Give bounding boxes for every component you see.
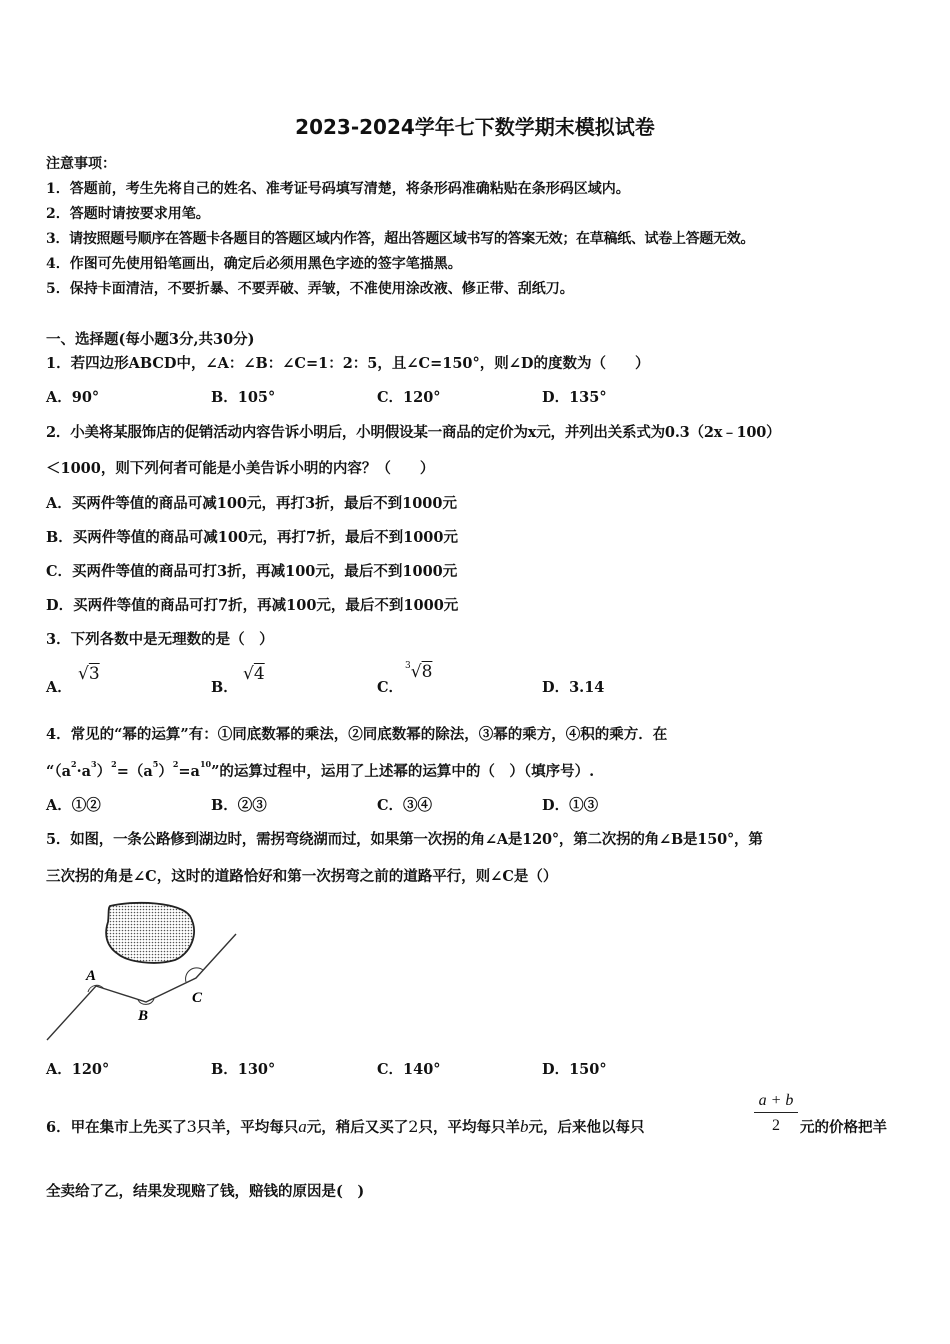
q4-stem-line1: 4．常见的“幂的运算”有：①同底数幂的乘法，②同底数幂的除法，③幂的乘方，④积的乘方．在 <box>46 726 668 743</box>
q3-option-b-label: B． <box>211 679 238 696</box>
exponent: 10 <box>199 759 212 769</box>
q5-option-a: A．120° <box>46 1061 110 1078</box>
q5-option-c: C．140° <box>377 1061 441 1078</box>
sqrt-symbol: √ <box>78 664 89 684</box>
q6-text: 元，后来他以每只 <box>528 1119 645 1136</box>
q5-stem-line1: 5．如图，一条公路修到湖边时，需拐弯绕湖而过，如果第一次拐的角∠A是120°，第二次拐的角∠B是150°，第 <box>46 831 763 848</box>
q6-text: 只，平均每只羊 <box>418 1119 520 1136</box>
angle-arc-c <box>186 968 203 982</box>
expr-part: ） <box>96 763 112 780</box>
section-heading: 一、选择题(每小题3分,共30分) <box>46 331 255 348</box>
exponent: 5 <box>152 759 159 769</box>
page-title: 2023-2024学年七下数学期末模拟试卷 <box>295 115 655 139</box>
q1-stem: 1．若四边形ABCD中，∠A：∠B：∠C=1：2：5，且∠C=150°，则∠D的度数为（ ） <box>46 355 650 372</box>
label-a: A <box>86 968 97 984</box>
q2-option-c: C．买两件等值的商品可打3折，再减100元，最后不到1000元 <box>46 563 458 580</box>
notice-item: 4．作图可先使用铅笔画出，确定后必须用黑色字迹的签字笔描黑。 <box>46 256 462 272</box>
q6-stem-line2: 全卖给了乙，结果发现赔了钱，赔钱的原因是( ) <box>46 1183 365 1200</box>
exponent: 2 <box>172 759 179 769</box>
q1-option-d: D．135° <box>542 389 607 406</box>
expr-part: “（a <box>46 763 71 780</box>
q6-var-b: b <box>519 1117 529 1136</box>
notice-item: 5．保持卡面清洁，不要折暴、不要弄破、弄皱，不准使用涂改液、修正带、刮纸刀。 <box>46 281 574 297</box>
lake-shape <box>106 903 194 963</box>
expr-part: =（a <box>116 763 153 780</box>
q3-option-c-label: C． <box>377 679 404 696</box>
q3-option-a-value <box>78 664 100 684</box>
q5-option-b: B．130° <box>211 1061 276 1078</box>
exponent: 2 <box>71 759 77 769</box>
radicand: 8 <box>421 662 433 682</box>
expr-part: ”的运算过程中，运用了上述幂的运算中的（ ）（填序号）. <box>211 763 595 780</box>
expr-part: ） <box>158 763 173 780</box>
q4-option-c: C．③④ <box>377 797 433 814</box>
sqrt-symbol: √ <box>243 664 254 684</box>
radicand: 4 <box>253 664 265 684</box>
label-b: B <box>138 1008 149 1024</box>
q2-option-b: B．买两件等值的商品可减100元，再打7折，最后不到1000元 <box>46 529 458 546</box>
q6-stem-line1 <box>46 1116 644 1137</box>
fraction-numerator: a + b <box>754 1092 798 1113</box>
notice-heading: 注意事项： <box>46 156 116 172</box>
notice-item: 1．答题前，考生先将自己的姓名、准考证号码填写清楚，将条形码准确粘贴在条形码区域内。 <box>46 181 630 197</box>
q3-option-a-label: A． <box>46 679 72 696</box>
fraction-denominator: 2 <box>772 1117 780 1134</box>
q3-option-d: D．3.14 <box>542 679 605 696</box>
road-lake-figure <box>40 896 250 1048</box>
q6-var-a: a <box>298 1117 307 1136</box>
q4-option-a: A．①② <box>46 797 101 814</box>
q2-option-d: D．买两件等值的商品可打7折，再减100元，最后不到1000元 <box>46 597 459 614</box>
q2-option-a: A．买两件等值的商品可减100元，再打3折，最后不到1000元 <box>46 495 457 512</box>
sqrt-symbol: √ <box>410 662 422 682</box>
q6-stem-tail: 元的价格把羊 <box>800 1119 887 1136</box>
q3-option-c-value <box>405 662 432 682</box>
q1-option-c: C．120° <box>377 389 441 406</box>
q6-text: 元，稍后又买了 <box>306 1119 409 1136</box>
q6-text: 6．甲在集市上先买了 <box>46 1119 187 1136</box>
expr-part: ·a <box>76 763 92 780</box>
q2-stem-line1: 2．小美将某服饰店的促销活动内容告诉小明后，小明假设某一商品的定价为x元，并列出关系式为0.3（2x﹣100） <box>46 424 781 441</box>
q5-stem-line2: 三次拐的角是∠C，这时的道路恰好和第一次拐弯之前的道路平行，则∠C是（） <box>46 868 558 885</box>
expr-part: =a <box>178 763 200 780</box>
notice-item: 2．答题时请按要求用笔。 <box>46 206 210 222</box>
notice-item: 3．请按照题号顺序在答题卡各题目的答题区域内作答，超出答题区域书写的答案无效；在草稿纸、试卷上答题无效。 <box>46 231 755 247</box>
q1-option-b: B．105° <box>211 389 276 406</box>
q6-fraction <box>754 1092 798 1135</box>
q6-text: 只羊，平均每只 <box>196 1119 299 1136</box>
q5-option-d: D．150° <box>542 1061 607 1078</box>
exponent: 3 <box>91 759 97 769</box>
exponent: 2 <box>111 759 117 769</box>
radicand: 3 <box>88 664 100 684</box>
cube-root-index: 3 <box>405 661 411 671</box>
q6-number: 2 <box>408 1117 419 1136</box>
q4-option-d: D．①③ <box>542 797 599 814</box>
q1-option-a: A．90° <box>46 389 100 406</box>
q4-option-b: B．②③ <box>211 797 267 814</box>
q3-option-b-value <box>243 664 265 684</box>
q6-number: 3 <box>186 1117 197 1136</box>
q3-stem: 3．下列各数中是无理数的是（ ） <box>46 631 274 648</box>
q2-stem-line2: ＜1000，则下列何者可能是小美告诉小明的内容？（ ） <box>46 460 435 477</box>
label-c: C <box>192 990 203 1006</box>
q4-expression <box>46 760 594 781</box>
